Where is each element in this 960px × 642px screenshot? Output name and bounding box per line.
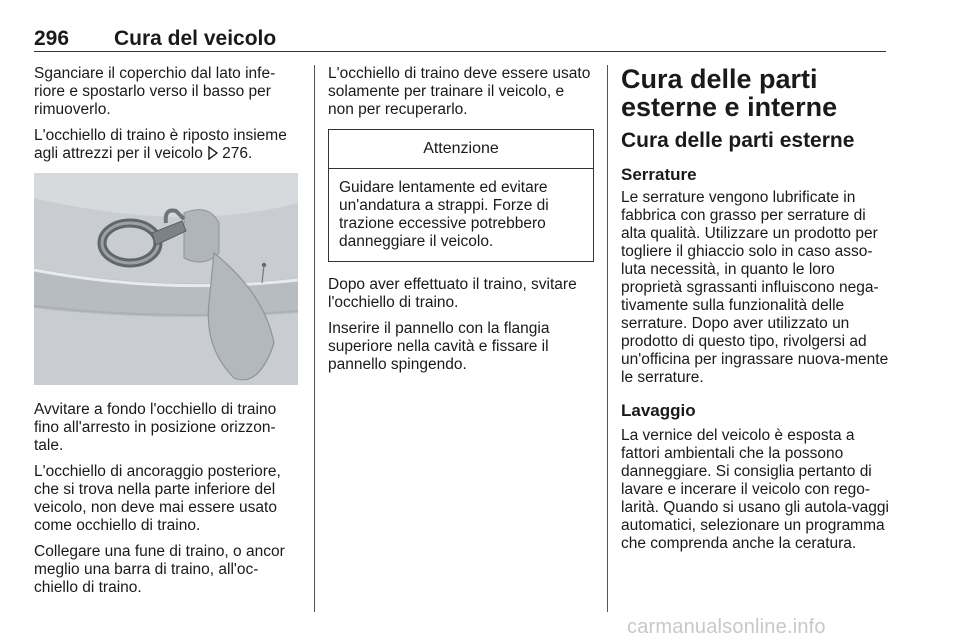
arrow-reference-icon bbox=[207, 146, 219, 165]
heading-locks: Serrature bbox=[621, 165, 697, 184]
paragraph-unscrew-eye: Dopo aver effettuato il traino, svitare l'occhiello di traino. bbox=[328, 276, 577, 311]
column-middle bbox=[328, 65, 594, 382]
running-title: Cura del veicolo bbox=[114, 27, 277, 50]
watermark: carmanualsonline.info bbox=[627, 616, 826, 638]
subsection-title: Cura delle parti esterne bbox=[621, 129, 855, 152]
paragraph-insert-panel: Inserire il pannello con la flangia superiore nella cavità e fissare il pannello spingendo. bbox=[328, 320, 550, 373]
paragraph-tow-eye-location-text: L'occhiello di traino è riposto insieme agli attrezzi per il veicolo bbox=[34, 127, 287, 162]
warning-box bbox=[328, 129, 594, 262]
paragraph-attach-tow-rope: Collegare una fune di traino, o ancor meglio una barra di traino, all'oc-chiello di traino. bbox=[34, 543, 285, 596]
column-right bbox=[621, 65, 889, 561]
heading-washing: Lavaggio bbox=[621, 401, 696, 420]
paragraph-locks: Le serrature vengono lubrificate in fabbrica con grasso per serrature di alta qualità. Utilizzare un prodotto per togliere il ghiaccio solo in caso asso-luta necessità, in quanto le loro proprietà sgrassanti influiscono nega-tivamente sulla funzionalità delle serrature. Dopo aver utilizzato un prodotto di questo tipo, rivolgersi ad un'officina per ingrassare nuova-mente le serrature. bbox=[621, 189, 889, 386]
page-number: 296 bbox=[34, 27, 70, 50]
page-reference-link[interactable]: 276. bbox=[222, 145, 253, 162]
column-left bbox=[34, 65, 300, 605]
warning-body: Guidare lentamente ed evitare un'andatura a strappi. Forze di trazione eccessive potrebbero danneggiare il veicolo. bbox=[339, 179, 549, 250]
column-divider-left bbox=[314, 65, 315, 612]
tow-eye-illustration bbox=[34, 173, 298, 385]
paragraph-washing: La vernice del veicolo è esposta a fattori ambientali che la possono danneggiare. Si consiglia pertanto di lavare e incerare il veicolo con rego-larità. Quando si usano gli autola-vaggi automatici, selezionare un programma che comprenda anche la ceratura. bbox=[621, 427, 889, 552]
column-divider-right bbox=[607, 65, 608, 612]
paragraph-screw-in-eye: Avvitare a fondo l'occhiello di traino fino all'arresto in posizione orizzon-tale. bbox=[34, 401, 277, 454]
section-title: Cura delle parti esterne e interne bbox=[621, 64, 838, 122]
page-header bbox=[34, 27, 886, 52]
paragraph-tow-eye-location bbox=[34, 127, 300, 165]
paragraph-rear-anchor-warning: L'occhiello di ancoraggio posteriore, che si trova nella parte inferiore del veicolo, non deve mai essere usato come occhiello di traino. bbox=[34, 463, 281, 534]
paragraph-remove-cover: Sganciare il coperchio dal lato infe-riore e spostarlo verso il basso per rimuoverlo. bbox=[34, 65, 276, 118]
warning-title: Attenzione bbox=[329, 130, 593, 169]
paragraph-tow-only: L'occhiello di traino deve essere usato solamente per trainare il veicolo, e non per recuperarlo. bbox=[328, 65, 591, 118]
